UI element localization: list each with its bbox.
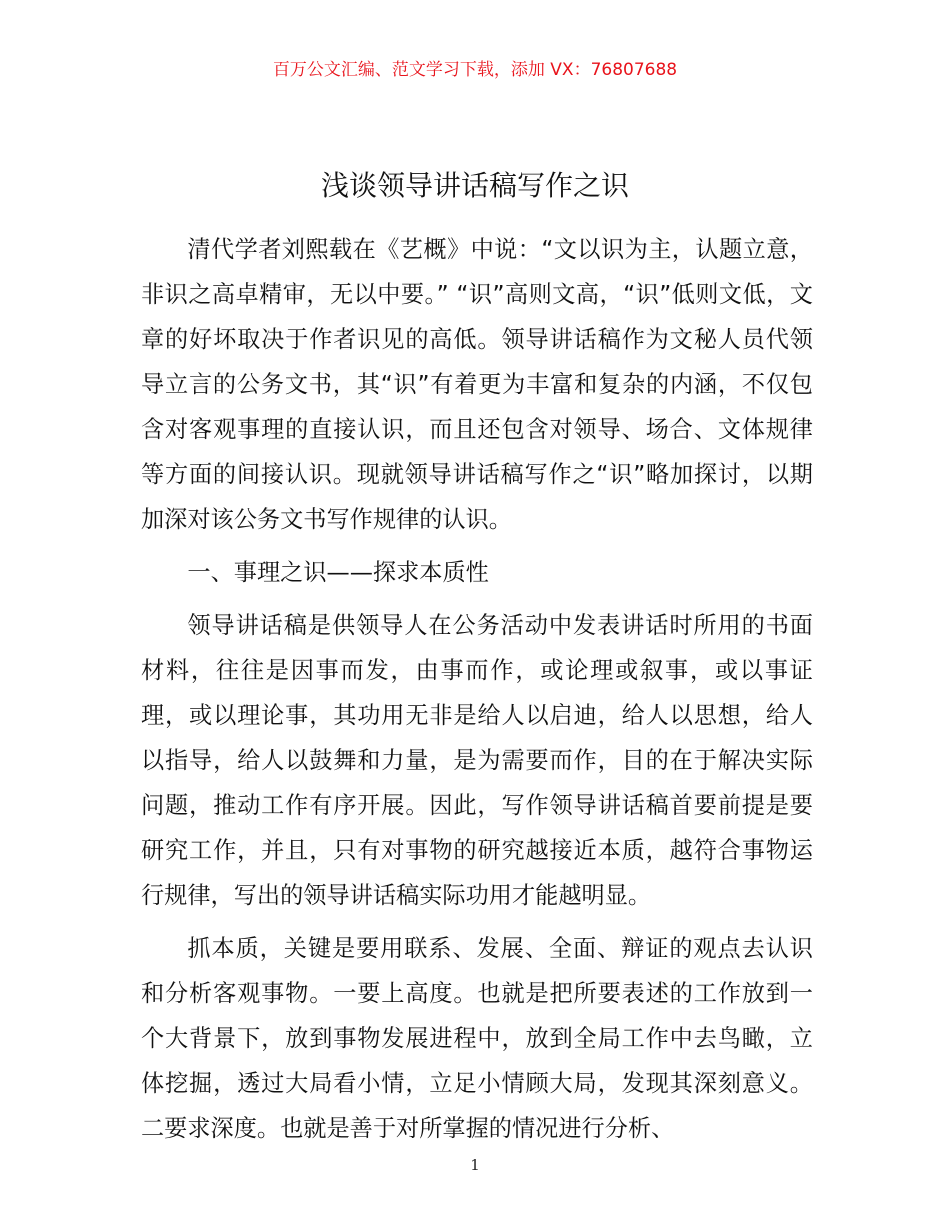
page-title: 浅谈领导讲话稿写作之识 [320, 169, 629, 202]
header-banner: 百万公文汇编、范文学习下载，添加 VX：76807688 [272, 60, 678, 80]
section-heading: 一、事理之识——探求本质性 [187, 559, 489, 586]
paragraph-body: 抓本质，关键是要用联系、发展、全面、辩证的观点去认识和分析客观事物。一要上高度。也就是把所要表述的工作放到一个大背景下，放到事物发展进程中，放到全局工作中去鸟瞰，立体挖掘，透过大局看小情，立足小情顾大局，发现其深刻意义。二要求深度。也就是善于对所掌握的情况进行分析、 [141, 935, 813, 1142]
document-body [141, 227, 813, 1151]
page-number: 1 [470, 1156, 480, 1174]
paragraph-intro: 清代学者刘熙载在《艺概》中说：“文以识为主，认题立意，非识之高卓精审，无以中要。” “识”高则文高，“识”低则文低，文章的好坏取决于作者识见的高低。领导讲话稿作为文秘人员代领导立言的公务文书，其“识”有着更为丰富和复杂的内涵，不仅包含对客观事理的直接认识，而且还包含对领导、场合、文体规律等方面的间接认识。现就领导讲话稿写作之“识”略加探讨，以期加深对该公务文书写作规律的认识。 [141, 236, 813, 533]
paragraph-body: 领导讲话稿是供领导人在公务活动中发表讲话时所用的书面材料，往往是因事而发，由事而作，或论理或叙事，或以事证理，或以理论事，其功用无非是给人以启迪，给人以思想，给人以指导，给人以鼓舞和力量，是为需要而作，目的在于解决实际问题，推动工作有序开展。因此，写作领导讲话稿首要前提是要研究工作，并且，只有对事物的研究越接近本质，越符合事物运行规律，写出的领导讲话稿实际功用才能越明显。 [141, 612, 813, 909]
